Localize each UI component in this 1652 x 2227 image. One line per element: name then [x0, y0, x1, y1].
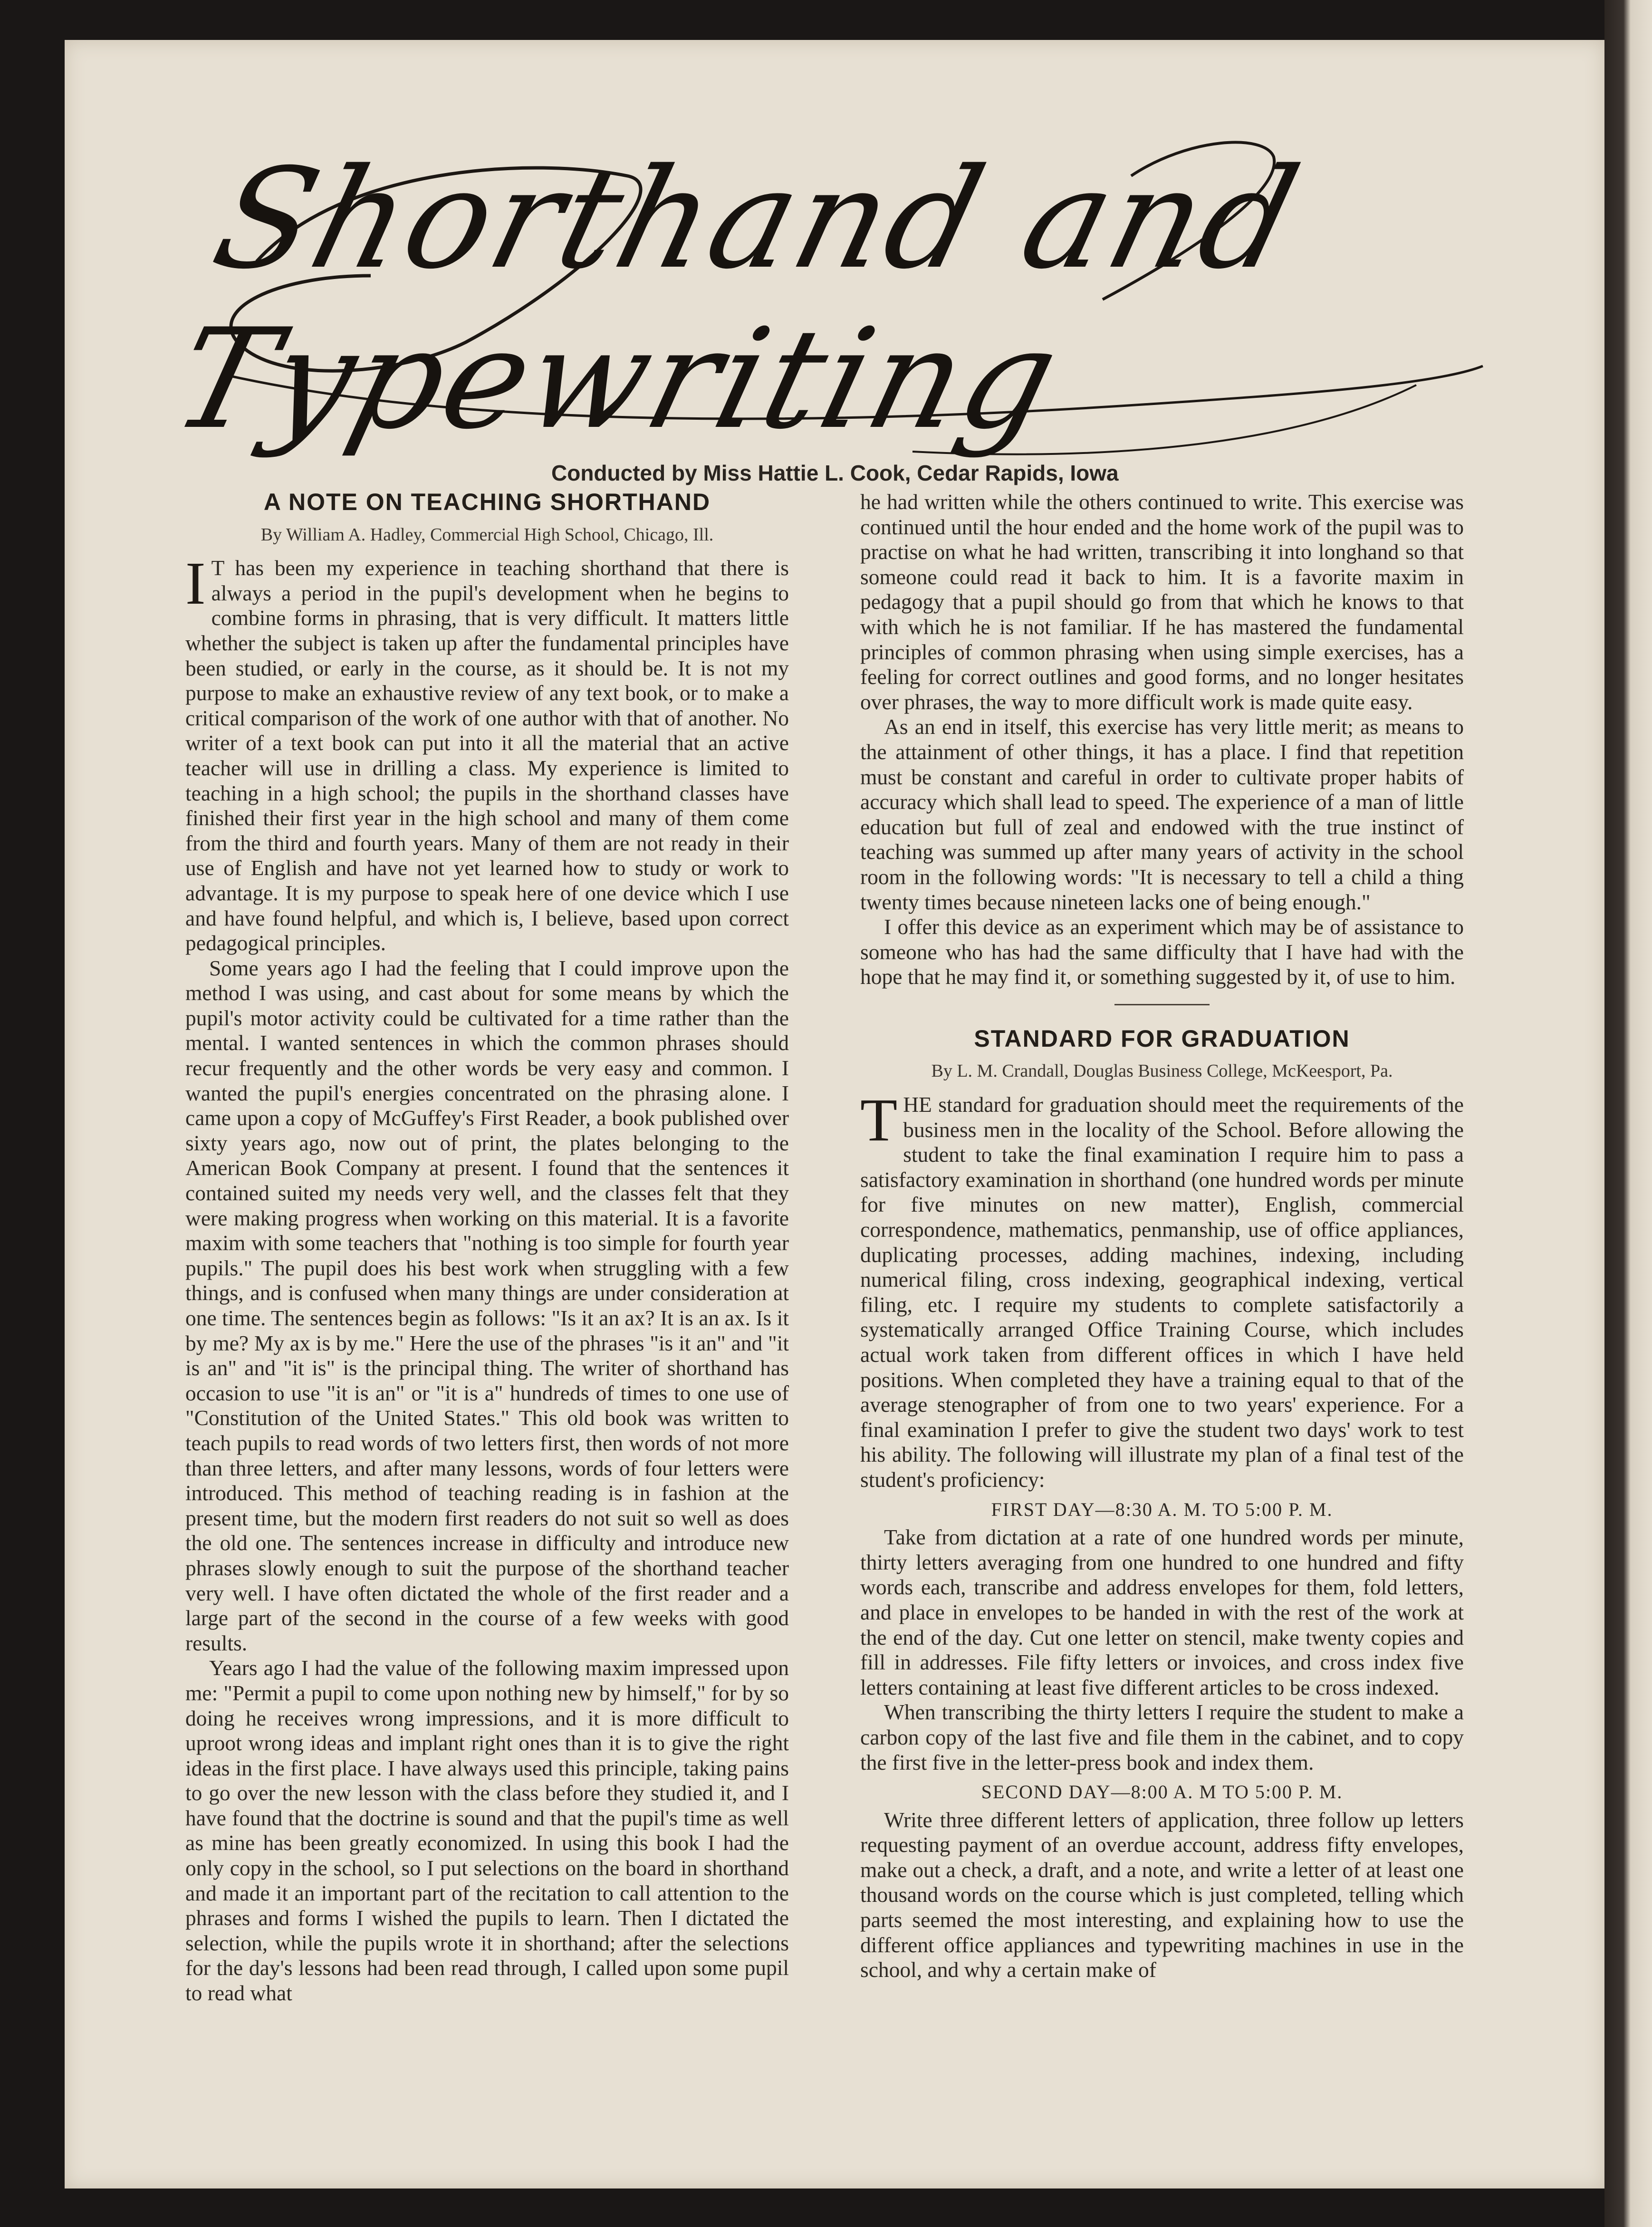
article-paragraph: When transcribing the thirty letters I require the student to make a carbon copy of the last five and file them in the cabinet, and to copy the first five in the letter-press book and index them. — [860, 1700, 1464, 1774]
section-header — [159, 119, 1492, 480]
header-title: Shorthand and Typewriting — [159, 139, 1315, 460]
article-paragraph: As an end in itself, this exercise has very little merit; as means to the attainment of other things, it has a place. I find that repetition must be constant and careful in order to cultivate proper habits of accuracy which shall lead to speed. The experience of a man of little education but full of zeal and endowed with the true instinct of teaching was summed up after many years of activity in the school room in the following words: "It is necessary to tell a child a thing twenty times because nineteen lacks one of being enough." — [860, 714, 1464, 914]
schedule-heading: FIRST DAY—8:30 A. M. TO 5:00 P. M. — [991, 1498, 1333, 1520]
article-paragraph: Years ago I had the value of the following maxim impressed upon me: "Permit a pupil to come upon nothing new by himself," for by so doing he receives wrong impressions, and it is more difficult to uproot wrong ideas and implant right ones than it is to give the right ideas in the first place. I have always used this principle, taking pains to go over the new lesson with the class before they studied it, and I have found that the doctrine is sound and that the pupil's time as well as mine has been greatly economized. In using this book I had the only copy in the school, so I put selections on the board in shorthand and made it an important part of the recitation to call attention to the phrases and forms I wished the pupils to learn. Then I dictated the selection, while the pupils wrote it in shorthand; after the selections for the day's lessons had been read through, I called upon some pupil to read what — [185, 1656, 789, 2005]
drop-cap: I — [185, 550, 206, 617]
article-paragraph: I T has been my experience in teaching shorthand that there is always a period in the pupil's development when he begins to combine forms in phrasing, that is very difficult. It matters little whether the subject is taken up after the fundamental principles have been studied, or early in the course, as it should be. It is not my purpose to make an exhaustive review of any text book, or to make a critical comparison of the work of one author with that of another. No writer of a text book can put into it all the material that an active teacher will use in drilling a class. My experience is limited to teaching in a high school; the pupils in the shorthand classes have finished their first year in the high school and many of them come from the third and fourth years. Many of them are not ready in their use of English and have not yet learned how to study or work to advantage. It is my purpose to speak here of one device which I use and have found helpful, and which is, I believe, based upon correct pedagogical principles. — [185, 550, 789, 955]
left-column — [185, 490, 789, 2006]
article-paragraph: I offer this device as an experiment which may be of assistance to someone who has had the same difficulty that I have had with the hope that he may find it, or something suggested by it, of use to him. — [860, 915, 1464, 989]
article-title: STANDARD FOR GRADUATION — [974, 1025, 1350, 1052]
article-paragraph: Take from dictation at a rate of one hundred words per minute, thirty letters averaging from one hundred to one hundred and fifty words each, transcribe and address envelopes for them, fold letters, and place in envelopes to be handed in with the rest of the work at the end of the day. Cut one letter on stencil, make twenty copies and fill in addresses. File fifty letters or invoices, and cross index five letters containing at least five different articles to be cross indexed. — [860, 1525, 1464, 1699]
article-paragraph: THE standard for graduation should meet the requirements of the business men in the locality of the School. Before allowing the student to take the final examination I require him to pass a satisfactory examination in shorthand (one hundred words per minute for five minutes on new matter), English, commercial correspondence, mathematics, penmanship, use of office appliances, duplicating processes, adding machines, indexing, including numerical filing, cross indexing, geographical indexing, vertical filing, etc. I require my students to complete satisfactorily a systematically arranged Office Training Course, which includes actual work taken from different offices in which I have held positions. When completed they have a training equal to that of the average stenographer of from one to two years' experience. For a final examination I prefer to give the student two days' work to test his ability. The following will illustrate my plan of a final test of the student's proficiency: — [860, 1086, 1464, 1492]
right-column — [860, 490, 1464, 1983]
schedule-heading: SECOND DAY—8:00 A. M TO 5:00 P. M. — [981, 1781, 1343, 1803]
article-title: A NOTE ON TEACHING SHORTHAND — [263, 489, 711, 515]
article-byline: By L. M. Crandall, Douglas Business College, McKeesport, Pa. — [931, 1061, 1393, 1081]
conducted-by: Conducted by Miss Hattie L. Cook, Cedar Rapids, Iowa — [551, 461, 1119, 485]
article-paragraph: he had written while the others continued to write. This exercise was continued until the hour ended and the home work of the pupil was to practise on what he had written, transcribing it into longhand so that someone could read it back to him. It is a favorite maxim in pedagogy that a pupil should go from that which he knows to that with which he is not familiar. If he has mastered the fundamental principles of common phrasing when using simple exercises, has a feeling for correct outlines and good forms, and no longer hesitates over phrases, the way to more difficult work is made quite easy. — [860, 490, 1464, 714]
article-paragraph: Write three different letters of application, three follow up letters requesting payment of an overdue account, address fifty envelopes, make out a check, a draft, and a note, and write a letter of at least one thousand words on the course which is just completed, telling which parts seemed the most interesting, and explaining how to use the different office appliances and typewriting machines in use in the school, and why a certain make of — [860, 1807, 1464, 1982]
article-byline: By William A. Hadley, Commercial High School, Chicago, Ill. — [260, 524, 714, 545]
section-divider — [1114, 1004, 1210, 1005]
article-paragraph: Some years ago I had the feeling that I could improve upon the method I was using, and cast about for some means by which the pupil's motor activity could be cultivated for a time rather than the mental. I wanted sentences in which the common phrases should recur frequently and the other words be very easy and common. I wanted the pupil's energies concentrated on the phrasing alone. I came upon a copy of McGuffey's First Reader, a book published over sixty years ago, now out of print, the plates belonging to the American Book Company at present. I found that the sentences it contained suited my needs very well, and the classes felt that they were making progress when working on this material. It is a favorite maxim with some teachers that "nothing is too simple for fourth year pupils." The pupil does his best work when struggling with a few things, and is confused when many things are under consideration at one time. The sentences begin as follows: "Is it an ax? It is an ax. Is it by me? My ax is by me." Here the use of the phrases "is it an" and "it is an" and "it is" is the principal thing. The writer of shorthand has occasion to use "it is an" or "it is a" hundreds of times to one use of "Constitution of the United States." This old book was written to teach pupils to read words of two letters first, then words of not more than three letters, and after many lessons, words of four letters were introduced. This method of teaching reading is in fashion at the present time, but the modern first readers do not suit so well as does the old one. The sentences increase in difficulty and introduce new phrases slowly enough to suit the purpose of the shorthand teacher very well. I have often dictated the whole of the first reader and a large part of the second in the course of a few weeks with good results. — [185, 955, 789, 1655]
drop-cap: T — [860, 1086, 898, 1154]
page-edge — [1604, 0, 1652, 2227]
